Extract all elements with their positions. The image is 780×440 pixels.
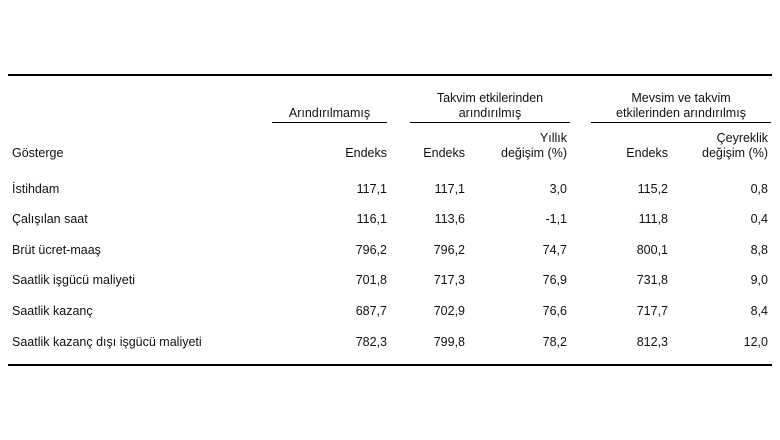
cell-index-unadjusted: 687,7 — [355, 304, 387, 318]
annual-change-line1: Yıllık — [539, 131, 567, 145]
cell-index-unadjusted: 116,1 — [356, 212, 387, 226]
cell-index-seasonal: 800,1 — [636, 243, 668, 257]
annual-change-line2: değişim (%) — [501, 146, 567, 160]
column-header-index-unadjusted: Endeks — [345, 146, 387, 160]
table-top-rule — [8, 74, 772, 76]
cell-index-calendar: 796,2 — [433, 243, 465, 257]
cell-index-unadjusted: 701,8 — [355, 273, 387, 287]
row-label: Saatlik kazanç dışı işgücü maliyeti — [12, 335, 202, 349]
cell-annual-change: 78,2 — [542, 335, 567, 349]
cell-index-unadjusted: 117,1 — [356, 182, 387, 196]
row-label: Saatlik kazanç — [12, 304, 93, 318]
cell-index-seasonal: 731,8 — [636, 273, 668, 287]
cell-annual-change: 74,7 — [542, 243, 567, 257]
quarterly-change-line1: Çeyreklik — [716, 131, 768, 145]
table-row — [0, 243, 780, 259]
group-underline-unadjusted — [272, 122, 387, 123]
group-underline-seasonal — [591, 122, 771, 123]
column-header-index-calendar: Endeks — [423, 146, 465, 160]
cell-annual-change: 76,9 — [542, 273, 567, 287]
cell-index-calendar: 717,3 — [433, 273, 465, 287]
cell-annual-change: 76,6 — [542, 304, 567, 318]
group-header-unadjusted: Arındırılmamış — [288, 106, 371, 120]
table-row — [0, 212, 780, 228]
column-header-indicator: Gösterge — [12, 146, 64, 160]
cell-index-calendar: 702,9 — [433, 304, 465, 318]
cell-index-calendar: 113,6 — [434, 212, 465, 226]
cell-index-seasonal: 115,2 — [637, 182, 668, 196]
cell-quarterly-change: 8,4 — [750, 304, 768, 318]
row-label: Saatlik işgücü maliyeti — [12, 273, 135, 287]
group-header-calendar-line2: arındırılmış — [458, 106, 522, 120]
group-header-seasonal-line1: Mevsim ve takvim — [631, 91, 731, 105]
cell-index-seasonal: 111,8 — [638, 212, 668, 226]
table-row — [0, 335, 780, 351]
row-label: Brüt ücret-maaş — [12, 243, 101, 257]
cell-quarterly-change: 12,0 — [743, 335, 768, 349]
cell-index-seasonal: 812,3 — [636, 335, 668, 349]
row-label: Çalışılan saat — [12, 212, 88, 226]
table-row — [0, 182, 780, 198]
table-bottom-rule — [8, 364, 772, 366]
quarterly-change-line2: değişim (%) — [702, 146, 768, 160]
row-label: İstihdam — [12, 182, 60, 196]
table-row — [0, 304, 780, 320]
cell-index-unadjusted: 796,2 — [355, 243, 387, 257]
cell-index-seasonal: 717,7 — [636, 304, 668, 318]
group-header-calendar-line1: Takvim etkilerinden — [436, 91, 544, 105]
cell-index-calendar: 117,1 — [434, 182, 465, 196]
cell-quarterly-change: 8,8 — [750, 243, 768, 257]
cell-annual-change: 3,0 — [549, 182, 567, 196]
cell-annual-change: -1,1 — [545, 212, 567, 226]
cell-index-unadjusted: 782,3 — [355, 335, 387, 349]
group-header-seasonal-adjusted — [591, 91, 771, 121]
cell-quarterly-change: 0,4 — [750, 212, 768, 226]
column-header-index-seasonal: Endeks — [626, 146, 668, 160]
group-header-seasonal-line2: etkilerinden arındırılmış — [616, 106, 746, 120]
column-header-quarterly-change — [702, 131, 768, 161]
cell-quarterly-change: 9,0 — [750, 273, 768, 287]
cell-quarterly-change: 0,8 — [750, 182, 768, 196]
group-underline-calendar — [410, 122, 570, 123]
cell-index-calendar: 799,8 — [433, 335, 465, 349]
table-row — [0, 273, 780, 289]
column-header-annual-change — [501, 131, 567, 161]
group-header-calendar-adjusted — [410, 91, 570, 121]
